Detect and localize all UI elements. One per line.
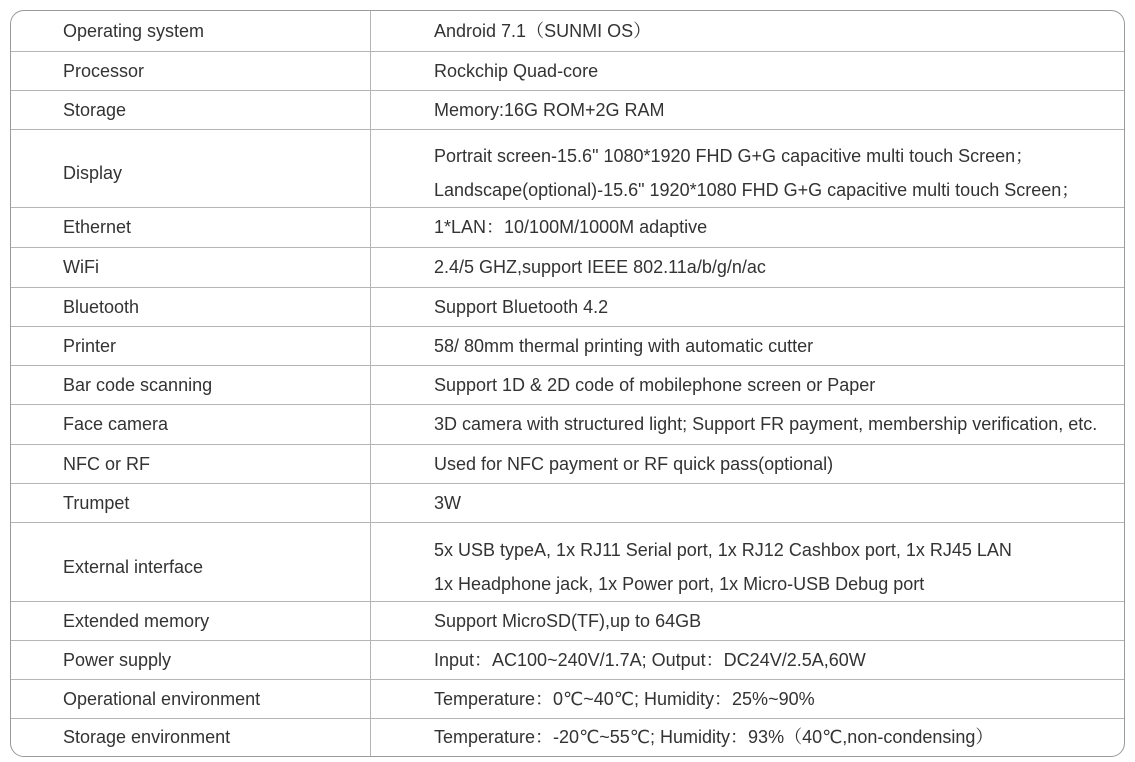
spec-value-line: Portrait screen-15.6" 1080*1920 FHD G+G capacitive multi touch Screen；: [434, 146, 1034, 166]
spec-value: [371, 129, 1125, 207]
spec-value-line: Landscape(optional)-15.6" 1920*1080 FHD G+G capacitive multi touch Screen；: [434, 180, 1080, 200]
spec-label: Operating system: [11, 11, 371, 51]
spec-value: [371, 522, 1125, 601]
table-row: [11, 718, 1124, 756]
table-row: [11, 129, 1124, 207]
spec-value: Rockchip Quad-core: [371, 51, 1125, 90]
spec-label: Display: [11, 129, 371, 207]
spec-label: Bluetooth: [11, 287, 371, 326]
table-row: [11, 326, 1124, 365]
spec-value: Support MicroSD(TF),up to 64GB: [371, 601, 1125, 640]
spec-label: Storage: [11, 90, 371, 129]
table-row: [11, 601, 1124, 640]
spec-label: Printer: [11, 326, 371, 365]
table-row: [11, 679, 1124, 718]
spec-label: Processor: [11, 51, 371, 90]
spec-label: Power supply: [11, 640, 371, 679]
spec-label: Storage environment: [11, 718, 371, 756]
table-row: [11, 11, 1124, 51]
spec-value: Temperature：-20℃~55℃; Humidity：93%（40℃,non-condensing）: [434, 727, 994, 748]
spec-value: Memory:16G ROM+2G RAM: [371, 90, 1125, 129]
spec-value: 3W: [371, 483, 1125, 522]
spec-label: Ethernet: [11, 207, 371, 247]
table-row: [11, 483, 1124, 522]
spec-value: Used for NFC payment or RF quick pass(optional): [371, 444, 1125, 483]
spec-label: External interface: [11, 522, 371, 601]
spec-table-container: [10, 10, 1125, 757]
table-row: [11, 247, 1124, 287]
spec-label: WiFi: [11, 247, 371, 287]
table-row: [11, 522, 1124, 601]
spec-value: 1*LAN：10/100M/1000M adaptive: [371, 207, 1125, 247]
spec-value: 3D camera with structured light; Support FR payment, membership verification, etc.: [371, 404, 1125, 444]
table-row: [11, 444, 1124, 483]
spec-label: Operational environment: [11, 679, 371, 718]
spec-value: Input：AC100~240V/1.7A; Output：DC24V/2.5A,60W: [371, 640, 1125, 679]
table-row: [11, 90, 1124, 129]
spec-value: Support Bluetooth 4.2: [371, 287, 1125, 326]
spec-table: [11, 11, 1124, 756]
spec-value: Android 7.1（SUNMI OS）: [371, 11, 1125, 51]
table-row: [11, 207, 1124, 247]
spec-value-line: 1x Headphone jack, 1x Power port, 1x Micro-USB Debug port: [434, 573, 925, 594]
spec-label: Bar code scanning: [11, 365, 371, 404]
table-row: [11, 287, 1124, 326]
table-row: [11, 51, 1124, 90]
table-row: [11, 365, 1124, 404]
spec-label: NFC or RF: [11, 444, 371, 483]
spec-value: Support 1D & 2D code of mobilephone screen or Paper: [371, 365, 1125, 404]
table-row: [11, 404, 1124, 444]
spec-value: Temperature：0℃~40℃; Humidity：25%~90%: [371, 679, 1125, 718]
spec-value: 58/ 80mm thermal printing with automatic cutter: [371, 326, 1125, 365]
spec-label: Face camera: [11, 404, 371, 444]
spec-label: Trumpet: [11, 483, 371, 522]
spec-label: Extended memory: [11, 601, 371, 640]
table-row: [11, 640, 1124, 679]
spec-value: 2.4/5 GHZ,support IEEE 802.11a/b/g/n/ac: [371, 247, 1125, 287]
spec-value-line: 5x USB typeA, 1x RJ11 Serial port, 1x RJ12 Cashbox port, 1x RJ45 LAN: [434, 539, 1012, 560]
